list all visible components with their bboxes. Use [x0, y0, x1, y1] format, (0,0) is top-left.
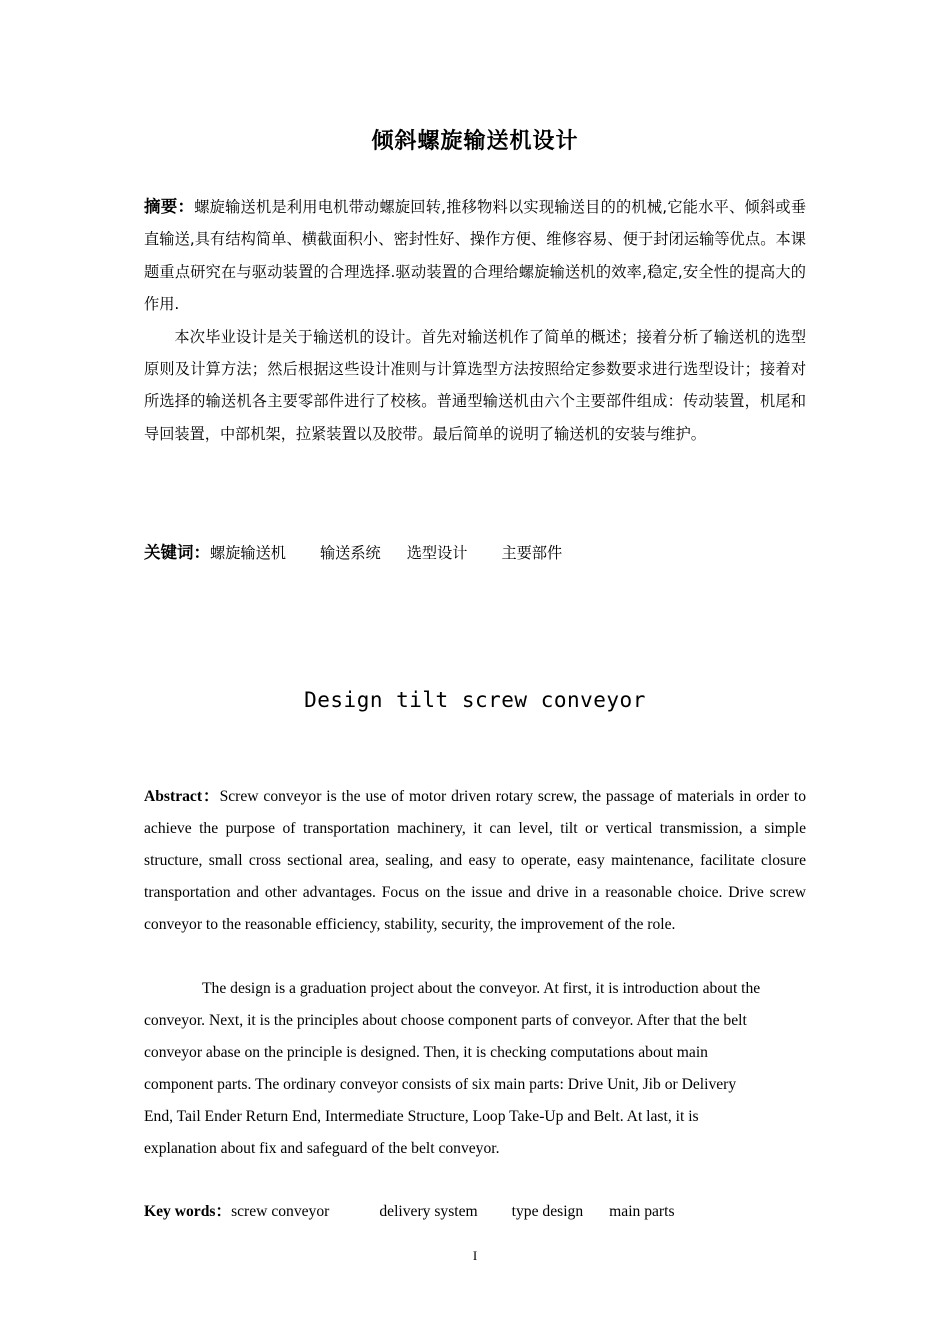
- english-design-line: component parts. The ordinary conveyor consists of six main parts: Drive Unit, Jib or Delivery: [144, 1076, 737, 1093]
- chinese-keywords: [144, 537, 562, 569]
- chinese-keyword-4: 主要部件: [501, 544, 563, 562]
- english-title: Design tilt screw conveyor: [304, 688, 646, 712]
- english-design-paragraph: [144, 973, 806, 1165]
- english-keyword-1: screw conveyor: [231, 1203, 330, 1220]
- page-number: I: [472, 1248, 478, 1263]
- chinese-keyword-1: 螺旋输送机: [210, 544, 286, 562]
- english-abstract-text-1: Screw conveyor is the use of motor driven rotary screw, the passage of materials in order to achieve the purpose of transportation machinery, it can level, tilt or vertical transmission, a simple structure, small cross sectional area, sealing, and easy to operate, easy maintenance, facilitate closure transportation and other advantages. Focus on the issue and drive in a reasonable choice. Drive screw conveyor to the reasonable efficiency, stability, security, the improvement of the role.: [144, 788, 806, 933]
- english-design-line: explanation about fix and safeguard of the belt conveyor.: [144, 1140, 500, 1157]
- english-keywords: [144, 1196, 675, 1228]
- chinese-abstract-paragraph-2: 本次毕业设计是关于输送机的设计。首先对输送机作了简单的概述；接着分析了输送机的选型原则及计算方法；然后根据这些设计准则与计算选型方法按照给定参数要求进行选型设计；接着对所选择的输送机各主要零部件进行了校核。普通型输送机由六个主要部件组成：传动装置，机尾和导回装置，中部机架，拉紧装置以及胶带。最后简单的说明了输送机的安装与维护。: [144, 327, 806, 443]
- chinese-keyword-2: 输送系统: [319, 544, 381, 562]
- english-keyword-4: main parts: [609, 1203, 675, 1220]
- english-abstract-label: Abstract：: [144, 788, 220, 805]
- english-keyword-3: type design: [511, 1203, 584, 1220]
- chinese-abstract-text-1: 螺旋输送机是利用电机带动螺旋回转,推移物料以实现输送目的的机械,它能水平、倾斜或垂直输送,具有结构简单、横截面积小、密封性好、操作方便、维修容易、便于封闭运输等优点。本课题重点研究在与驱动装置的合理选择.驱动装置的合理给螺旋输送机的效率,稳定,安全性的提高大的作用.: [144, 198, 807, 314]
- english-keywords-label: Key words：: [144, 1203, 232, 1220]
- english-design-line: conveyor. Next, it is the principles about choose component parts of conveyor. After that the belt: [144, 1012, 747, 1029]
- english-abstract: [144, 781, 806, 941]
- english-design-line: The design is a graduation project about the conveyor. At first, it is introduction about the: [202, 980, 761, 997]
- chinese-abstract-label: 摘要：: [144, 197, 195, 216]
- english-keyword-2: delivery system: [379, 1203, 478, 1220]
- english-design-line: conveyor abase on the principle is designed. Then, it is checking computations about main: [144, 1044, 708, 1061]
- chinese-abstract-paragraph-1: [144, 191, 806, 321]
- chinese-keywords-label: 关键词：: [144, 543, 210, 562]
- chinese-keyword-3: 选型设计: [406, 544, 468, 562]
- chinese-title: 倾斜螺旋输送机设计: [371, 129, 579, 154]
- english-design-line: End, Tail Ender Return End, Intermediate Structure, Loop Take-Up and Belt. At last, it is: [144, 1108, 699, 1125]
- chinese-abstract: [144, 191, 806, 450]
- english-abstract-paragraph-1: [144, 781, 806, 941]
